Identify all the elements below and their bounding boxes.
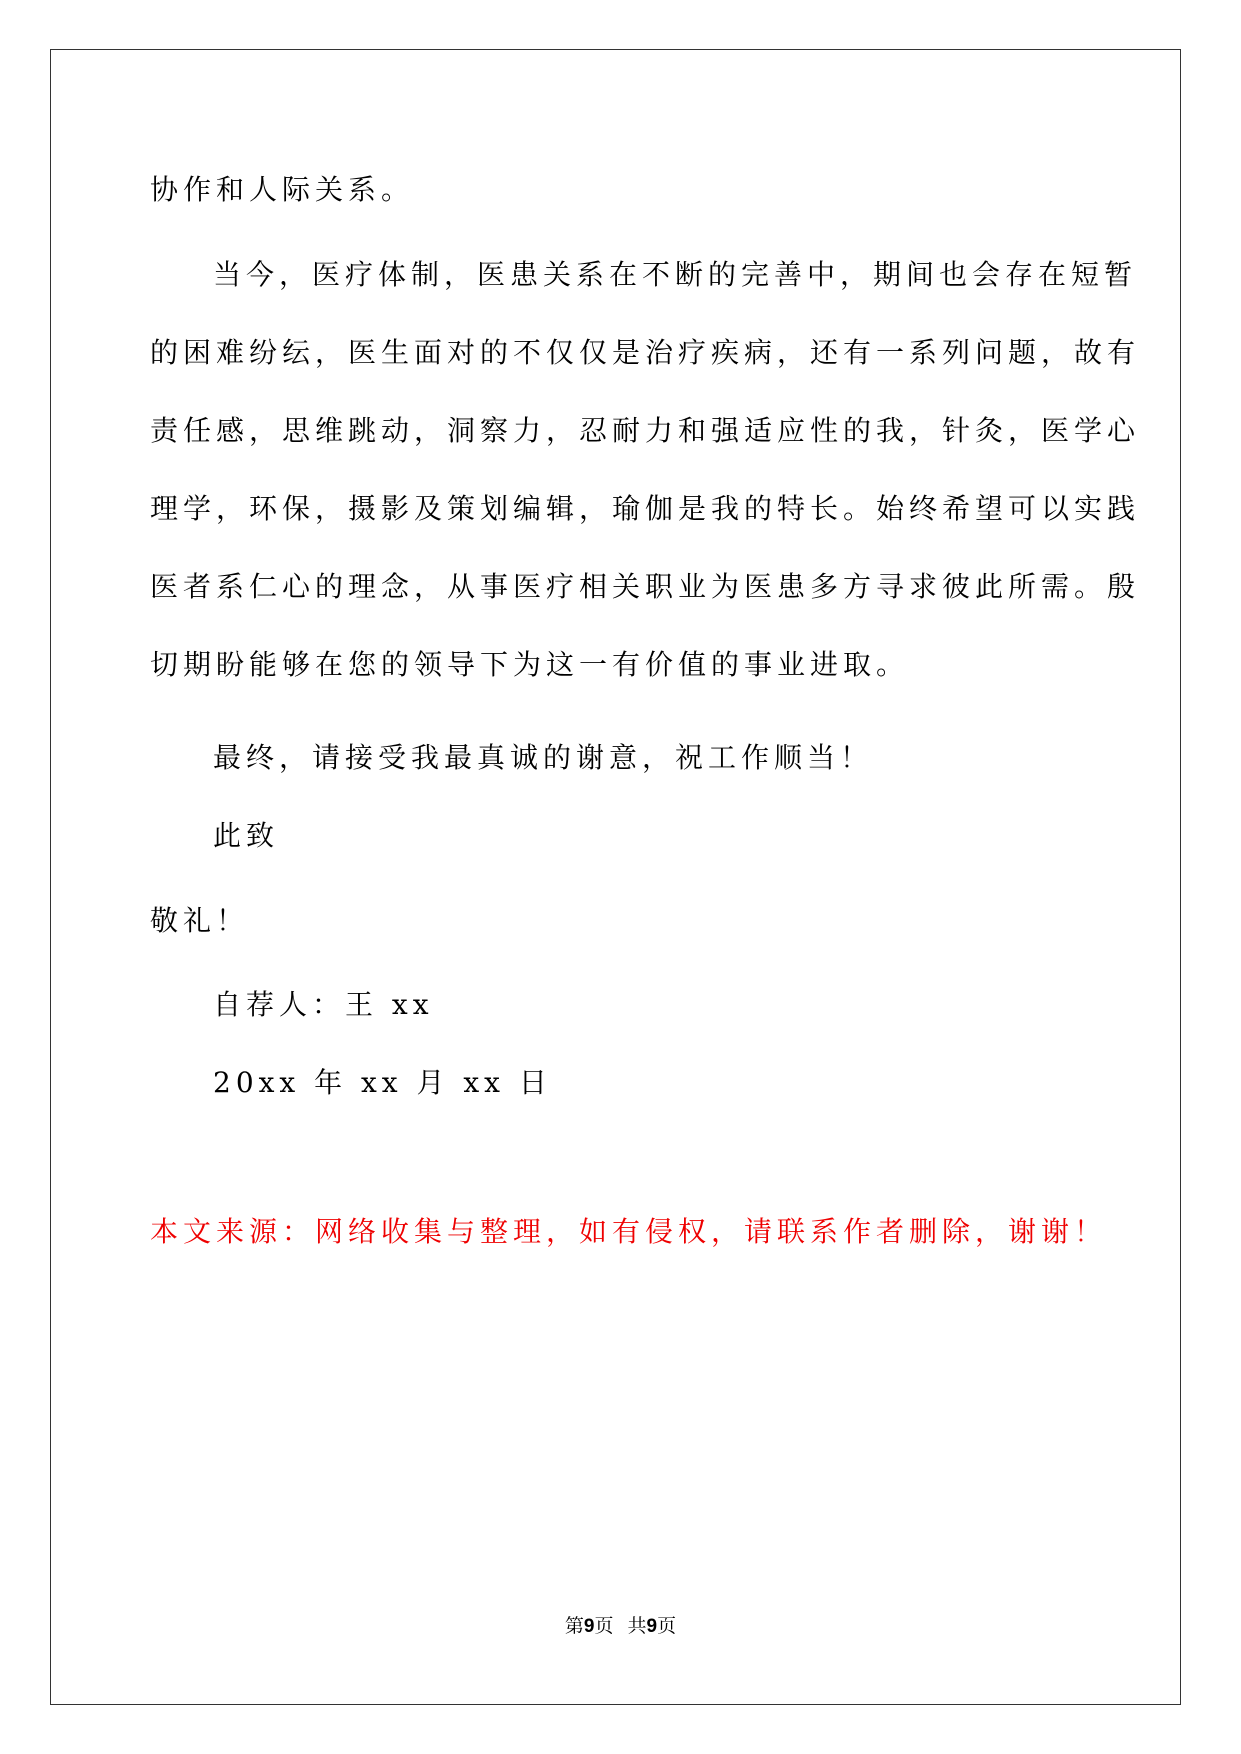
- date-line: 20xx 年 xx 月 xx 日: [213, 1066, 552, 1099]
- page-footer: [0, 1614, 1241, 1639]
- text-line-4: 责任感，思维跳动，洞察力，忍耐力和强适应性的我，针灸，医学心: [150, 414, 1141, 447]
- text-line-2: 当今，医疗体制，医患关系在不断的完善中，期间也会存在短暂: [213, 258, 1138, 291]
- text-line-7: 切期盼能够在您的领导下为这一有价值的事业进取。: [150, 648, 910, 681]
- footer-total-prefix: 共: [627, 1615, 647, 1637]
- page-border: [50, 49, 1181, 1705]
- closing-thanks: 最终，请接受我最真诚的谢意，祝工作顺当！: [213, 741, 874, 774]
- text-line-3: 的困难纷纭，医生面对的不仅仅是治疗疾病，还有一系列问题，故有: [150, 336, 1141, 369]
- source-notice: 本文来源：网络收集与整理，如有侵权，请联系作者删除，谢谢！: [150, 1215, 1108, 1248]
- footer-page-total: 9: [646, 1616, 658, 1637]
- text-line-6: 医者系仁心的理念，从事医疗相关职业为医患多方寻求彼此所需。殷: [150, 570, 1141, 603]
- footer-page-prefix: 第: [564, 1615, 584, 1637]
- text-line-5: 理学，环保，摄影及策划编辑，瑜伽是我的特长。始终希望可以实践: [150, 492, 1141, 525]
- text-line-1: 协作和人际关系。: [150, 173, 415, 206]
- closing-cizhi: 此致: [213, 819, 280, 852]
- signature: 自荐人：王 xx: [213, 988, 434, 1021]
- closing-jingli: 敬礼！: [150, 904, 250, 937]
- footer-total-suffix: 页: [657, 1615, 677, 1637]
- footer-page-current: 9: [583, 1616, 595, 1637]
- footer-page-suffix: 页: [594, 1615, 614, 1637]
